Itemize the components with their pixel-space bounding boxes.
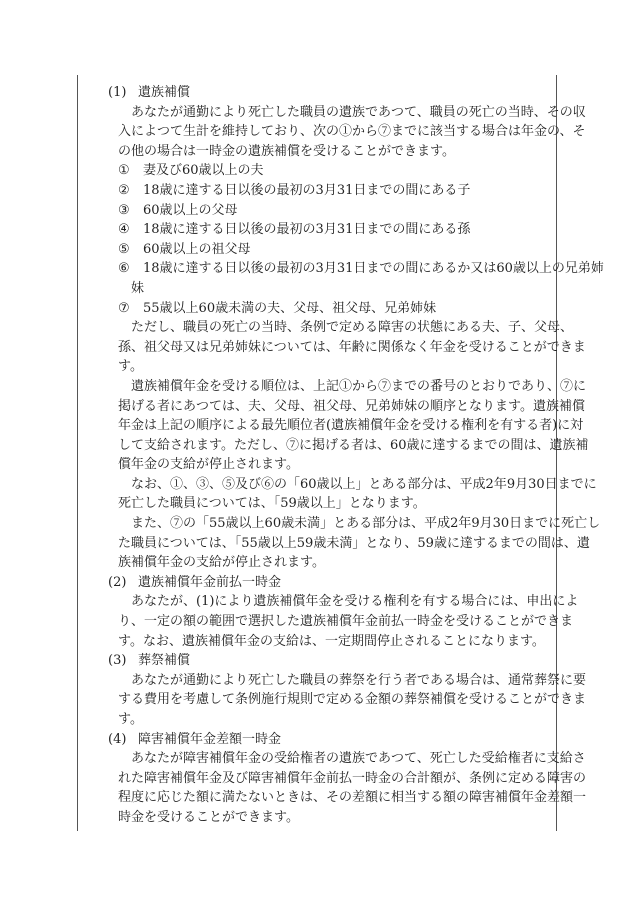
line-text: 掲げる者にあつては、夫、父母、祖父母、兄弟姉妹の順序となります。遺族補償 xyxy=(118,398,585,414)
text-line xyxy=(0,240,630,260)
line-text: 55歳以上60歳未満の夫、父母、祖父母、兄弟姉妹 xyxy=(143,300,437,316)
line-text: 程度に応じた額に満たないときは、その差額に相当する額の障害補償年金差額一 xyxy=(118,790,587,806)
section-number: (3) xyxy=(108,653,127,669)
line-text: た職員については、「55歳以上59歳未満」となり、59歳に達するまでの間は、遺 xyxy=(118,535,590,551)
paragraph xyxy=(0,749,630,827)
list-item xyxy=(0,201,630,221)
section-title: 葬祭補償 xyxy=(138,653,191,669)
text-line xyxy=(0,377,630,397)
section-1 xyxy=(0,83,630,573)
text-line xyxy=(0,122,630,142)
line-text: 年金は上記の順序による最先順位者(遺族補償年金を受ける権利を有する者)に対 xyxy=(118,418,584,434)
section-number: (1) xyxy=(108,85,127,100)
line-text: あなたが通勤により死亡した職員の遺族であつて、職員の死亡の当時、その収 xyxy=(131,104,586,120)
text-line xyxy=(0,455,630,475)
list-marker: ⑦ xyxy=(118,300,130,316)
line-text: あなたが、(1)により遺族補償年金を受ける権利を有する場合には、申出によ xyxy=(131,594,579,610)
list-marker: ② xyxy=(118,182,130,198)
text-line xyxy=(0,201,630,221)
list-marker: ① xyxy=(118,163,130,179)
line-text: あなたが障害補償年金の受給権者の遺族であつて、死亡した受給権者に支給さ xyxy=(131,751,586,767)
text-line xyxy=(0,181,630,201)
document-body xyxy=(0,83,630,828)
paragraph xyxy=(0,592,630,651)
line-text: 18歳に達する日以後の最初の3月31日までの間にある孫 xyxy=(143,222,471,238)
line-text: り、一定の額の範囲で選択した遺族補償年金前払一時金を受けることができま xyxy=(118,614,574,630)
list-item xyxy=(0,161,630,181)
text-line xyxy=(0,710,630,730)
text-line xyxy=(0,534,630,554)
text-line xyxy=(0,808,630,828)
line-text: して支給されます。ただし、⑦に掲げる者は、60歳に達するまでの間は、遺族補 xyxy=(118,437,589,453)
text-line xyxy=(0,749,630,769)
text-line xyxy=(0,494,630,514)
section-title: 遺族補償年金前払一時金 xyxy=(138,574,282,590)
list-marker: ③ xyxy=(118,202,130,218)
section-heading xyxy=(0,730,630,750)
text-line xyxy=(0,690,630,710)
line-text: ただし、職員の死亡の当時、条例で定める障害の状態にある夫、子、父母、 xyxy=(131,320,574,336)
paragraph xyxy=(0,514,630,573)
text-line xyxy=(0,769,630,789)
list-item xyxy=(0,299,630,319)
paragraph xyxy=(0,318,630,377)
text-line xyxy=(0,279,630,299)
section-3 xyxy=(0,651,630,729)
list-item xyxy=(0,259,630,298)
line-text: 族補償年金の支給が停止されます。 xyxy=(118,555,325,571)
text-line xyxy=(0,142,630,162)
list-marker: ⑥ xyxy=(118,261,130,277)
text-line xyxy=(0,299,630,319)
line-text: 死亡した職員については、「59歳以上」となります。 xyxy=(118,496,426,512)
line-text: の他の場合は一時金の遺族補償を受けることができます。 xyxy=(118,143,455,159)
text-line xyxy=(0,103,630,123)
section-heading xyxy=(0,573,630,593)
line-text: 孫、祖父母又は兄弟姉妹については、年齢に関係なく年金を受けることができま xyxy=(118,339,586,355)
text-line xyxy=(0,612,630,632)
list-item xyxy=(0,240,630,260)
text-line xyxy=(0,161,630,181)
text-line xyxy=(0,259,630,279)
list-item xyxy=(0,220,630,240)
text-line xyxy=(0,671,630,691)
line-text: あなたが通勤により死亡した職員の葬祭を行う者である場合は、通常葬祭に要 xyxy=(131,672,587,688)
list-marker: ④ xyxy=(118,222,130,238)
line-text: 妹 xyxy=(131,280,145,296)
line-text: 入によつて生計を維持しており、次の①から⑦までに該当する場合は年金の、そ xyxy=(118,124,586,140)
section-number: (2) xyxy=(108,574,127,590)
line-text: 18歳に達する日以後の最初の3月31日までの間にあるか又は60歳以上の兄弟姉 xyxy=(143,261,604,277)
line-text: す。 xyxy=(118,712,143,727)
text-line xyxy=(0,338,630,358)
text-line xyxy=(0,220,630,240)
paragraph xyxy=(0,103,630,162)
text-line xyxy=(0,475,630,495)
section-heading xyxy=(0,651,630,671)
line-text: す。なお、遺族補償年金の支給は、一定期間停止されることになります。 xyxy=(118,633,545,649)
line-text: 時金を受けることができます。 xyxy=(118,809,299,825)
paragraph xyxy=(0,377,630,475)
paragraph xyxy=(0,475,630,514)
text-line xyxy=(0,318,630,338)
line-text: 18歳に達する日以後の最初の3月31日までの間にある子 xyxy=(143,182,471,198)
paragraph xyxy=(0,671,630,730)
section-title: 障害補償年金差額一時金 xyxy=(138,731,282,747)
line-text: れた障害補償年金及び障害補償年金前払一時金の合計額が、条例に定める障害の xyxy=(118,770,587,786)
text-line xyxy=(0,357,630,377)
line-text: す。 xyxy=(118,359,143,375)
text-line xyxy=(0,514,630,534)
text-line xyxy=(0,788,630,808)
section-2 xyxy=(0,573,630,651)
line-text: 60歳以上の祖父母 xyxy=(143,241,251,257)
section-4 xyxy=(0,730,630,828)
section-number: (4) xyxy=(108,731,127,747)
list-item xyxy=(0,181,630,201)
text-line xyxy=(0,416,630,436)
text-line xyxy=(0,632,630,652)
line-text: また、⑦の「55歳以上60歳未満」とある部分は、平成2年9月30日までに死亡し xyxy=(131,516,601,532)
text-line xyxy=(0,592,630,612)
line-text: 60歳以上の父母 xyxy=(143,202,238,218)
list-marker: ⑤ xyxy=(118,241,130,257)
line-text: 償年金の支給が停止されます。 xyxy=(118,457,299,473)
line-text: 遺族補償年金を受ける順位は、上記①から⑦までの番号のとおりであり、⑦に xyxy=(131,378,587,394)
section-heading xyxy=(0,83,630,103)
line-text: 妻及び60歳以上の夫 xyxy=(143,163,264,179)
text-line xyxy=(0,553,630,573)
text-line xyxy=(0,436,630,456)
line-text: なお、①、③、⑤及び⑥の「60歳以上」とある部分は、平成2年9月30日までに xyxy=(131,476,597,492)
line-text: する費用を考慮して条例施行規則で定める金額の葬祭補償を受けることができま xyxy=(118,692,587,708)
text-line xyxy=(0,397,630,417)
section-title: 遺族補償 xyxy=(138,85,191,100)
